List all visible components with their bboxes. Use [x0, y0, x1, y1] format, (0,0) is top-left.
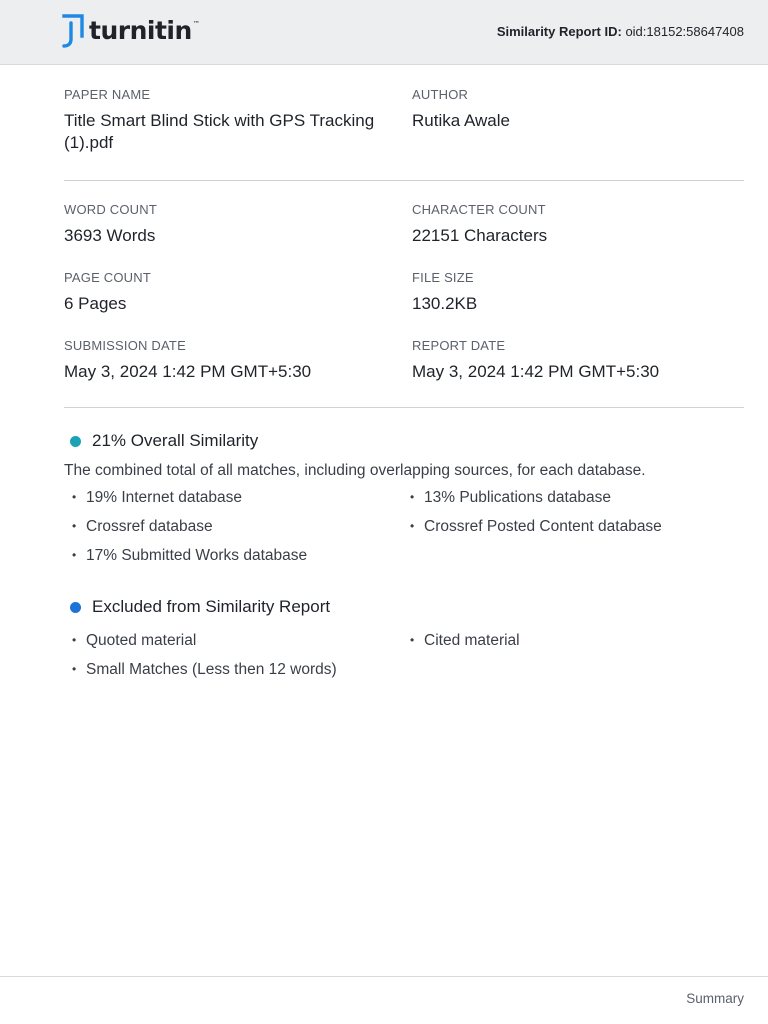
- turnitin-logo: [62, 13, 199, 51]
- similarity-report-id: [497, 24, 744, 39]
- submission-date-field: [64, 338, 404, 383]
- report-id-label: Similarity Report ID:: [496, 24, 622, 39]
- page-count-value: 6 Pages: [64, 294, 127, 313]
- list-item: • 19% Internet database: [72, 489, 242, 507]
- turnitin-logo-icon: [62, 14, 84, 50]
- report-date-label: REPORT DATE: [412, 338, 506, 353]
- excluded-dot-icon: [70, 602, 81, 613]
- footer-divider: [0, 976, 768, 977]
- list-item: • Crossref database: [72, 518, 213, 536]
- page-count-field: [64, 270, 404, 315]
- submission-date-label: SUBMISSION DATE: [64, 338, 186, 353]
- excluded-heading: [70, 597, 330, 617]
- report-header: [0, 0, 768, 65]
- list-item: • 17% Submitted Works database: [72, 547, 307, 565]
- character-count-label: CHARACTER COUNT: [412, 202, 546, 217]
- paper-name-label: PAPER NAME: [64, 87, 151, 102]
- list-item: • Small Matches (Less then 12 words): [72, 661, 337, 679]
- word-count-field: [64, 202, 404, 247]
- overall-similarity-title: 21% Overall Similarity: [92, 431, 259, 450]
- list-item: • Quoted material: [72, 632, 196, 650]
- similarity-dot-icon: [70, 436, 81, 447]
- file-size-value: 130.2KB: [412, 294, 478, 313]
- file-size-label: FILE SIZE: [412, 270, 474, 285]
- divider: [64, 180, 744, 181]
- footer-summary-label: Summary: [686, 991, 744, 1006]
- list-item: • Cited material: [410, 632, 520, 650]
- similarity-description: The combined total of all matches, including overlapping sources, for each database.: [64, 462, 646, 479]
- report-id-value: oid:18152:58647408: [625, 24, 744, 39]
- author-value: Rutika Awale: [412, 111, 510, 130]
- logo-wordmark: turnitin™: [89, 15, 200, 45]
- list-item: • Crossref Posted Content database: [410, 518, 662, 536]
- excluded-title: Excluded from Similarity Report: [92, 597, 331, 616]
- paper-name-field: [64, 87, 404, 154]
- page-count-label: PAGE COUNT: [64, 270, 151, 285]
- author-label: AUTHOR: [412, 87, 469, 102]
- word-count-value: 3693 Words: [64, 226, 156, 245]
- submission-date-value: May 3, 2024 1:42 PM GMT+5:30: [64, 362, 312, 381]
- file-size-field: [412, 270, 752, 315]
- report-date-field: [412, 338, 752, 383]
- overall-similarity-heading: [70, 431, 258, 451]
- report-date-value: May 3, 2024 1:42 PM GMT+5:30: [412, 362, 660, 381]
- word-count-label: WORD COUNT: [64, 202, 157, 217]
- character-count-field: [412, 202, 752, 247]
- divider: [64, 407, 744, 408]
- list-item: • 13% Publications database: [410, 489, 611, 507]
- paper-name-value: Title Smart Blind Stick with GPS Tracking (1).pdf: [64, 111, 375, 152]
- character-count-value: 22151 Characters: [412, 226, 548, 245]
- author-field: [412, 87, 752, 132]
